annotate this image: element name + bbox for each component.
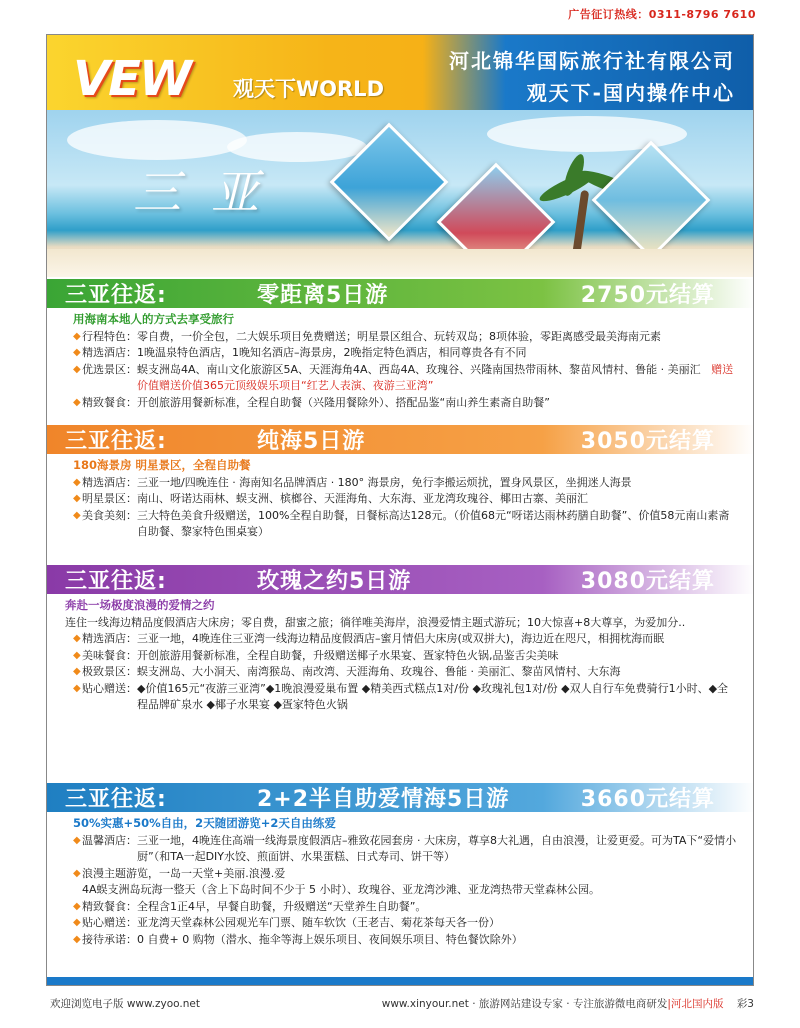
route-line — [73, 362, 737, 395]
line-label: 精致餐食： — [82, 899, 137, 913]
route-price: 2750元结算 — [580, 283, 715, 308]
route-line — [73, 882, 737, 899]
route-line — [73, 329, 737, 346]
line-label: 精选酒店： — [82, 346, 137, 359]
route-title-bar — [47, 279, 754, 308]
line-label: 贴心赠送： — [82, 681, 137, 695]
line-text: 三大特色美食升级赠送，100%全程自助餐，日餐标高达128元。（价值68元“呀诺达雨林药膳自助餐”、价值58元南山素斋自助餐、黎家特色围桌宴） — [137, 508, 730, 538]
footer-right — [382, 996, 754, 1011]
diamond-bullet-icon: ◆ — [73, 834, 81, 846]
route-name: 2+2半自助爱情海5日游 — [257, 787, 510, 812]
page-number: 彩3 — [736, 998, 754, 1010]
line-text: 0 自费+ 0 购物（潜水、拖伞等海上娱乐项目、夜间娱乐项目、特色餐饮除外） — [137, 932, 523, 946]
line-text: 一岛一天堂+美丽.浪漫.爱 — [159, 866, 286, 880]
route-card-1 — [47, 279, 754, 411]
route-intro: 连住一线海边精品度假酒店大床房；零自费，甜蜜之旅；徜徉唯美海岸，浪漫爱情主题式游玩；10大惊喜+8大尊享，为爱加分.. — [65, 615, 686, 629]
bottom-bar — [47, 977, 754, 985]
route-line — [73, 899, 737, 916]
ad-hotline: 广告征订热线：0311-8796 7610 — [568, 8, 756, 21]
line-text: 4A蜈支洲岛玩海一整天（含上下岛时间不少于 5 小时）、玫瑰谷、亚龙湾沙滩、亚龙湾热带天堂森林公园。 — [82, 883, 601, 896]
route-body — [47, 812, 754, 948]
route-line — [73, 508, 737, 541]
line-text: 全程含1正4早，早餐自助餐，升级赠送“天堂养生自助餐”。 — [137, 899, 427, 913]
sand — [47, 249, 753, 277]
route-price: 3080元结算 — [580, 569, 715, 594]
line-text: 三亚一地，4晚连住高端一线海景度假酒店–雅致花园套房 · 大床房，尊享8大礼遇，自由浪漫，让爱更爱。可为TA下“爱情小厨”（和TA一起DIY水饺、煎面饼、水果蛋糕、日式寿司、饼干等） — [137, 833, 737, 863]
diamond-bullet-icon: ◆ — [73, 917, 81, 928]
route-line — [73, 345, 737, 362]
line-label: 明星景区： — [82, 492, 137, 505]
route-card-4 — [47, 783, 754, 948]
route-line — [65, 664, 737, 681]
route-line — [73, 491, 737, 508]
route-line — [73, 866, 737, 883]
line-text: 南山、呀诺达雨林、蜈支洲、槟榔谷、天涯海角、大东海、亚龙湾玫瑰谷、椰田古寨、美丽汇 — [137, 492, 588, 505]
diamond-bullet-icon: ◆ — [73, 509, 81, 521]
line-text: 三亚一地/四晚连住 · 海南知名品牌酒店 · 180° 海景房，免行李搬运烦扰，置身风景区，坐拥迷人海景 — [137, 475, 632, 489]
line-label: 贴心赠送： — [82, 916, 137, 929]
route-line — [65, 681, 737, 714]
diamond-bullet-icon: ◆ — [73, 347, 81, 358]
route-line — [73, 833, 737, 866]
line-label: 美食美刻： — [82, 508, 137, 522]
route-line — [65, 648, 737, 665]
company-name: 河北锦华国际旅行社有限公司 — [449, 49, 735, 73]
line-text: 三亚一地，4晚连住三亚湾一线海边精品度假酒店–蜜月情侣大床房(或双拼大)，海边近在咫尺，相拥枕海而眠 — [137, 632, 665, 645]
brand-logo-sub: 观天下WORLD — [233, 77, 384, 101]
line-text: 1晚温泉特色酒店，1晚知名酒店–海景房，2晚指定特色酒店，相同尊贵各有不同 — [137, 346, 527, 359]
route-line — [73, 475, 737, 492]
line-text: 蜈支洲岛、大小洞天、南湾猴岛、南改湾、天涯海角、玫瑰谷、鲁能 · 美丽汇、黎苗风情村、大东海 — [137, 665, 621, 678]
line-label: 精选酒店： — [82, 632, 137, 645]
route-line — [65, 631, 737, 648]
line-label: 美味餐食： — [82, 648, 137, 662]
route-line — [73, 932, 737, 949]
route-line — [73, 395, 737, 412]
route-name: 纯海5日游 — [257, 429, 366, 454]
line-label: 温馨酒店： — [82, 833, 137, 847]
brand-logo: VEW — [73, 51, 190, 107]
diamond-bullet-icon: ◆ — [73, 666, 81, 677]
diamond-bullet-icon: ◆ — [73, 649, 81, 661]
diamond-bullet-icon: ◆ — [73, 396, 81, 408]
header — [47, 35, 753, 110]
route-body — [47, 594, 754, 714]
company-block — [423, 35, 753, 110]
footer-site-text[interactable]: www.xinyour.net · 旅游网站建设专家 · 专注旅游微电商研发 — [381, 998, 668, 1010]
line-label: 行程特色： — [82, 329, 137, 343]
line-label: 优选景区： — [82, 362, 137, 376]
route-destination: 三亚往返: — [65, 787, 167, 812]
route-card-3 — [47, 565, 754, 714]
footer-ebook-link[interactable]: 欢迎浏览电子版 www.zyoo.net — [50, 998, 200, 1010]
diamond-bullet-icon: ◆ — [73, 363, 81, 375]
route-destination: 三亚往返: — [65, 569, 167, 594]
company-sub: 观天下-国内操作中心 — [526, 81, 735, 105]
route-destination: 三亚往返: — [65, 283, 167, 308]
route-name: 玫瑰之约5日游 — [257, 569, 412, 594]
route-price: 3050元结算 — [580, 429, 715, 454]
line-label: 极致景区： — [82, 665, 137, 678]
route-tagline: 用海南本地人的方式去享受旅行 — [73, 312, 234, 326]
diamond-bullet-icon: ◆ — [73, 682, 81, 694]
photo-beach-family — [592, 141, 711, 260]
line-text: 亚龙湾天堂森林公园观光车门票、随车软饮（王老吉、菊花茶每天各一份） — [137, 916, 500, 929]
route-line — [73, 915, 737, 932]
line-text: 蜈支洲岛4A、南山文化旅游区5A、天涯海角4A、西岛4A、玫瑰谷、兴隆南国热带雨林、黎苗风情村、鲁能 · 美丽汇 — [137, 362, 701, 376]
line-text: 开创旅游用餐新标准，全程自助餐，升级赠送椰子水果宴、疍家特色火锅,品鉴舌尖美味 — [137, 648, 559, 662]
diamond-bullet-icon: ◆ — [73, 330, 81, 342]
diamond-bullet-icon: ◆ — [73, 933, 81, 945]
diamond-bullet-icon: ◆ — [73, 493, 81, 504]
route-tagline: 50%实惠+50%自由，2天随团游览+2天自由练爱 — [73, 816, 336, 830]
diamond-bullet-icon: ◆ — [73, 900, 81, 912]
line-label: 接待承诺： — [82, 932, 137, 946]
diamond-bullet-icon: ◆ — [73, 476, 81, 488]
line-text: 零自费，一价全包，二大娱乐项目免费赠送；明星景区组合、玩转双岛；8项体验，零距离感受最美海南元素 — [137, 329, 661, 343]
diamond-bullet-icon: ◆ — [73, 867, 81, 879]
hero-banner — [47, 110, 753, 277]
route-tagline: 奔赴一场极度浪漫的爱情之约 — [65, 598, 215, 612]
banner-title: 三亚 — [133, 165, 290, 221]
route-name: 零距离5日游 — [257, 283, 389, 308]
route-body — [47, 454, 754, 541]
line-highlight: 赠送价值赠送价值365元顶级娱乐项目“红艺人表演、夜游三亚湾” — [137, 362, 734, 392]
route-card-2 — [47, 425, 754, 541]
route-body — [47, 308, 754, 411]
route-title-bar — [47, 425, 754, 454]
route-title-bar — [47, 783, 754, 812]
route-price: 3660元结算 — [580, 787, 715, 812]
line-text: ◆价值165元“夜游三亚湾”◆1晚浪漫爱巢布置 ◆精美西式糕点1对/份 ◆玫瑰礼包1对/份 ◆双人自行车免费骑行1小时、◆全程品牌矿泉水 ◆椰子水果宴 ◆疍家特色火锅 — [137, 681, 729, 711]
route-destination: 三亚往返: — [65, 429, 167, 454]
line-label: 精致餐食： — [82, 395, 137, 409]
page-frame — [46, 34, 754, 986]
line-label: 精选酒店： — [82, 475, 137, 489]
diamond-bullet-icon: ◆ — [73, 633, 81, 644]
line-label: 浪漫主题游览， — [82, 866, 159, 880]
route-tagline: 180海景房 明星景区，全程自助餐 — [73, 458, 251, 472]
line-text: 开创旅游用餐新标准，全程自助餐（兴隆用餐除外）、搭配品鉴“南山养生素斋自助餐” — [137, 395, 550, 409]
footer-edition: |河北国内版 — [667, 998, 724, 1010]
route-title-bar — [47, 565, 754, 594]
